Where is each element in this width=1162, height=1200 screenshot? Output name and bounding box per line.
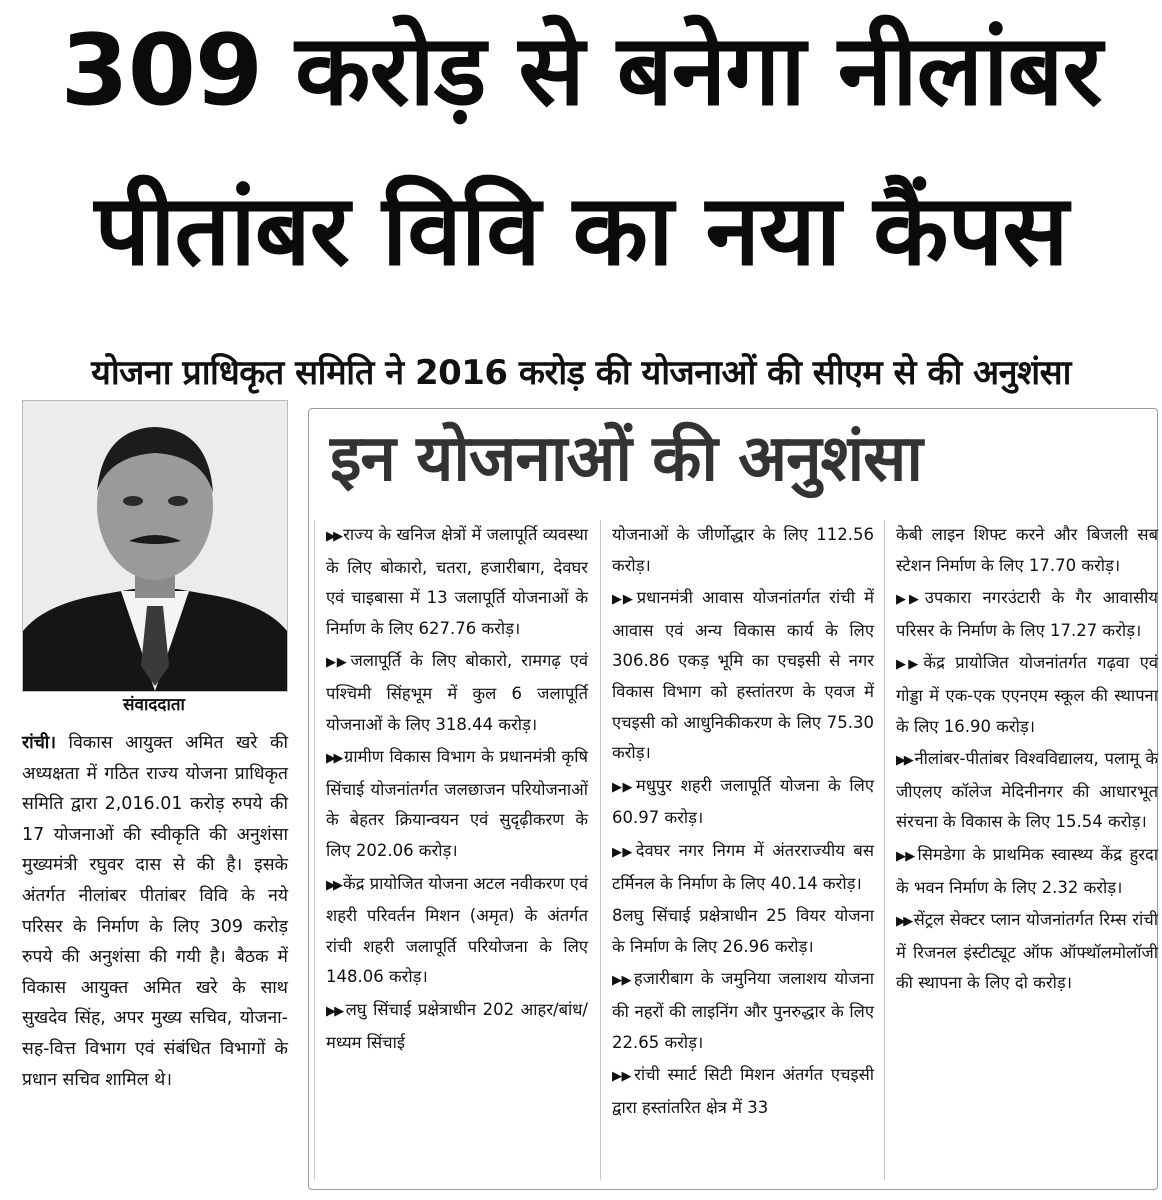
bullet-icon: ▶▶	[896, 753, 912, 769]
list-item: ▶▶ केंद्र प्रायोजित योजनांतर्गत गढ़वा एवं गोड्डा में एक-एक एएनएम स्कूल की स्थापना के लिए 16.90 करोड़।	[896, 653, 1158, 736]
list-item: ▶▶ केंद्र प्रायोजित योजना अटल नवीकरण एवं शहरी परिवर्तन मिशन (अमृत) के अंतर्गत रांची शहरी जलापूर्ति परियोजना के लिए 148.06 करोड़।	[326, 873, 589, 987]
reporter-photo	[22, 400, 288, 692]
dateline: रांची।	[22, 733, 56, 753]
main-story-body: विकास आयुक्त अमित खरे की अध्यक्षता में गठित राज्य योजना प्राधिकृत समिति द्वारा 2,016.01 करोड़ रुपये की 17 योजनाओं की स्वीकृति की अनुशंसा मुख्यमंत्री रघुवर दास से की है। इसके अंतर्गत नीलांबर पीतांबर विवि के नये परिसर के निर्माण के लिए 309 करोड़ रुपये की अनुशंसा की गयी है। बैठक में विकास आयुक्त अमित खरे के साथ सुखदेव सिंह, अपर मुख्य सचिव, योजना-सह-वित्त विभाग एवं संबंधित विभागों के प्रधान सचिव शामिल थे।	[22, 733, 288, 1090]
main-story	[22, 728, 288, 1095]
column-divider	[600, 520, 601, 1180]
bullet-icon: ▶▶	[326, 529, 341, 544]
list-item: ▶▶ नीलांबर-पीतांबर विश्वविद्यालय, पलामू के जीएलए कॉलेज मेदिनीनगर की आधारभूत संरचना के विकास के लिए 15.54 करोड़।	[896, 749, 1158, 832]
bullet-icon: ▶▶	[612, 844, 633, 860]
list-item: ▶▶ हजारीबाग के जमुनिया जलाशय योजना की नहरों की लाइनिंग और पुनरुद्धार के लिए 22.65 करोड़।	[612, 969, 874, 1052]
list-item: ▶▶ सिमडेगा के प्राथमिक स्वास्थ्य केंद्र हुरदा के भवन निर्माण के लिए 2.32 करोड़।	[896, 844, 1158, 897]
headline-line-1: 309 करोड़ से बनेगा नीलांबर	[60, 14, 1102, 128]
box-column-1	[326, 520, 588, 1060]
box-column-3	[896, 520, 1158, 1001]
column-divider	[314, 520, 315, 1180]
bullet-icon: ▶▶	[896, 848, 915, 864]
subheadline: योजना प्राधिकृत समिति ने 2016 करोड़ की योजनाओं की सीएम से की अनुशंसा	[91, 353, 1071, 393]
list-item: ▶▶ सेंट्रल सेक्टर प्लान योजनांतर्गत रिम्स रांची में रिजनल इंस्टीट्यूट ऑफ ऑफ्थॉलमोलॉजी की स्थापना के लिए दो करोड़।	[896, 910, 1158, 993]
bullet-icon: ▶▶	[612, 973, 631, 989]
list-item: ▶▶ राज्य के खनिज क्षेत्रों में जलापूर्ति व्यवस्था के लिए बोकारो, चतरा, हजारीबाग, देवघर एवं चाइबासा में 13 जलापूर्ति योजनाओं के निर्माण के लिए 627.76 करोड़।	[326, 525, 589, 638]
list-item: योजनाओं के जीर्णोद्धार के लिए 112.56 करोड़।	[612, 525, 874, 575]
portrait-image	[23, 401, 287, 691]
list-item: 8लघु सिंचाई प्रक्षेत्राधीन 25 वियर योजना के निर्माण के लिए 26.96 करोड़।	[612, 906, 874, 956]
list-item: ▶▶ मधुपुर शहरी जलापूर्ति योजना के लिए 60.97 करोड़।	[612, 775, 874, 828]
list-item: ▶▶ प्रधानमंत्री आवास योजनांतर्गत रांची में आवास एवं अन्य विकास कार्य के लिए 306.86 एकड़ भूमि का एचइसी से नगर विकास विभाग को हस्तांतरण के एवज में एचइसी को आधुनिकीकरण के लिए 75.30 करोड़।	[612, 588, 875, 763]
bullet-icon: ▶▶	[896, 914, 911, 930]
list-item: ▶▶ देवघर नगर निगम में अंतरराज्यीय बस टर्मिनल के निर्माण के लिए 40.14 करोड़।	[612, 840, 874, 893]
box-title: इन योजनाओं की अनुशंसा	[330, 422, 922, 496]
list-item: ▶▶ ग्रामीण विकास विभाग के प्रधानमंत्री कृषि सिंचाई योजनांतर्गत जलछाजन परियोजनाओं के बेहतर क्रियान्वयन एवं सुदृढ़ीकरण के लिए 202.06 करोड़।	[326, 747, 588, 860]
bullet-icon: ▶▶	[612, 779, 633, 795]
box-column-2	[612, 520, 874, 1125]
bullet-icon: ▶▶	[896, 592, 922, 608]
list-item: ▶▶ रांची स्मार्ट सिटी मिशन अंतर्गत एचइसी द्वारा हस्तांतरित क्षेत्र में 33	[612, 1065, 875, 1117]
bullet-icon: ▶▶	[326, 877, 341, 893]
bullet-icon: ▶▶	[612, 592, 634, 608]
list-item: ▶▶ उपकारा नगरउंटारी के गैर आवासीय परिसर के निर्माण के लिए 17.27 करोड़।	[896, 588, 1158, 640]
bullet-icon: ▶▶	[326, 655, 348, 671]
photo-caption: संवाददाता	[123, 695, 185, 715]
list-item: केबी लाइन शिफ्ट करने और बिजली सब स्टेशन निर्माण के लिए 17.70 करोड़।	[896, 525, 1158, 575]
list-item: ▶▶ लघु सिंचाई प्रक्षेत्राधीन 202 आहर/बांध/ मध्यम सिंचाई	[326, 999, 588, 1052]
list-item: ▶▶ जलापूर्ति के लिए बोकारो, रामगढ़ एवं पश्चिमी सिंहभूम में कुल 6 जलापूर्ति योजनाओं के लिए 318.44 करोड़।	[326, 651, 588, 734]
bullet-icon: ▶▶	[896, 657, 921, 673]
bullet-icon: ▶▶	[326, 1003, 343, 1019]
bullet-icon: ▶▶	[326, 751, 342, 767]
headline-line-2: पीतांबर विवि का नया कैंपस	[94, 174, 1068, 288]
column-divider	[884, 520, 885, 1180]
bullet-icon: ▶▶	[612, 1069, 632, 1085]
